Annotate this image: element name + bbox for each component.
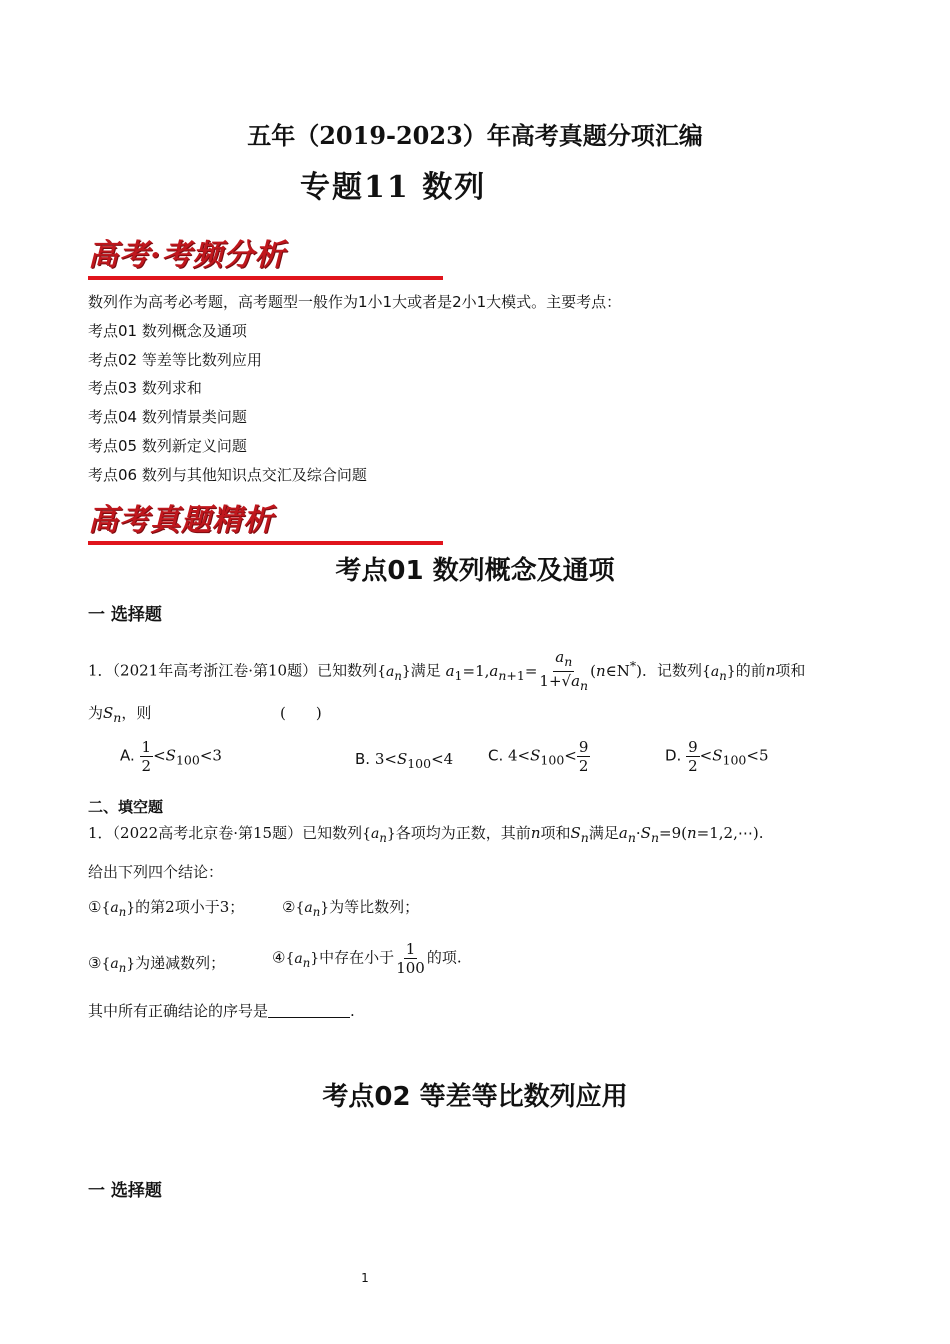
point-item: 考点04 数列情景类问题 <box>88 408 247 426</box>
answer-paren: ( ) <box>280 704 322 722</box>
sequence-symbol: $\{a_n\}$ <box>702 663 736 683</box>
banner-underline <box>88 276 443 280</box>
banner-exam <box>88 495 443 545</box>
option-a[interactable]: A. $\frac{1}{2}$ $<S_{100}<3$ <box>120 738 222 775</box>
document-subtitle: 专题11 数列 <box>300 170 487 205</box>
choice-heading: 一 选择题 <box>88 1181 162 1201</box>
banner-analysis <box>88 230 443 280</box>
choice-heading: 一 选择题 <box>88 605 162 625</box>
question-2-prompt: 其中所有正确结论的序号是 . <box>88 1002 355 1020</box>
option-c[interactable]: C. $4<S_{100}<$ $\frac{9}{2}$ <box>488 738 589 775</box>
banner-exam-text: 高考真题精析 <box>88 503 274 538</box>
banner-underline <box>88 541 443 545</box>
sequence-symbol: $\{a_n\}$ <box>362 826 396 845</box>
point-item: 考点02 等差等比数列应用 <box>88 351 262 369</box>
option-b[interactable]: B. $3<S_{100}<4$ <box>355 750 454 771</box>
point-item: 考点06 数列与其他知识点交汇及综合问题 <box>88 466 367 484</box>
point-item: 考点05 数列新定义问题 <box>88 437 247 455</box>
section-heading-02: 考点02 等差等比数列应用 <box>322 1082 628 1112</box>
option-d[interactable]: D. $\frac{9}{2}$ $<S_{100}<5$ <box>665 738 769 775</box>
question-1-line2: 为$S_n$，则 <box>88 704 152 725</box>
conclusion-2: $②\{a_n\}$为等比数列； <box>282 898 420 919</box>
answer-blank[interactable] <box>268 1017 350 1018</box>
question-2: 1．（2022高考北京卷·第15题）已知数列$\{a_n\}$各项均为正数，其前n项和$S_n$满足$a_n\cdot S_n=9(n=1,2,\cdots)$. <box>88 824 764 845</box>
point-item: 考点01 数列概念及通项 <box>88 322 247 340</box>
conclusion-3: $③\{a_n\}$为递减数列； <box>88 954 226 975</box>
recurrence-formula: $a_1=1,a_{n+1}=$ $\frac{a_n}{1+√a_n}$ (n∈N*) <box>445 648 642 693</box>
question-2-line2: 给出下列四个结论： <box>88 863 224 881</box>
fill-heading: 二、填空题 <box>88 798 164 816</box>
question-1: 1．（2021年高考浙江卷·第10题）已知数列$\{a_n\}$满足 $a_1=1,a_{n+1}=$ $\frac{a_n}{1+√a_n}$ (n∈N*)．记数列$\{a_n\}$的前n项和 <box>88 648 806 693</box>
point-item: 考点03 数列求和 <box>88 379 202 397</box>
conclusion-1: $①\{a_n\}$的第2项小于3； <box>88 898 245 919</box>
document-title: 五年（2019-2023）年高考真题分项汇编 <box>247 121 703 150</box>
conclusion-4: $④\{a_n\}$中存在小于 $\frac{1}{100}$ 的项. <box>272 940 462 977</box>
condition-formula: $a_n\cdot S_n=9(n=1,2,\cdots)$ <box>618 824 759 845</box>
sequence-symbol: $\{a_n\}$ <box>377 663 411 683</box>
intro-text: 数列作为高考必考题，高考题型一般作为1小1大或者是2小1大模式。主要考点： <box>88 293 622 311</box>
page-number: 1 <box>361 1271 369 1285</box>
banner-analysis-text: 高考·考频分析 <box>88 238 286 273</box>
section-heading-01: 考点01 数列概念及通项 <box>335 556 615 586</box>
